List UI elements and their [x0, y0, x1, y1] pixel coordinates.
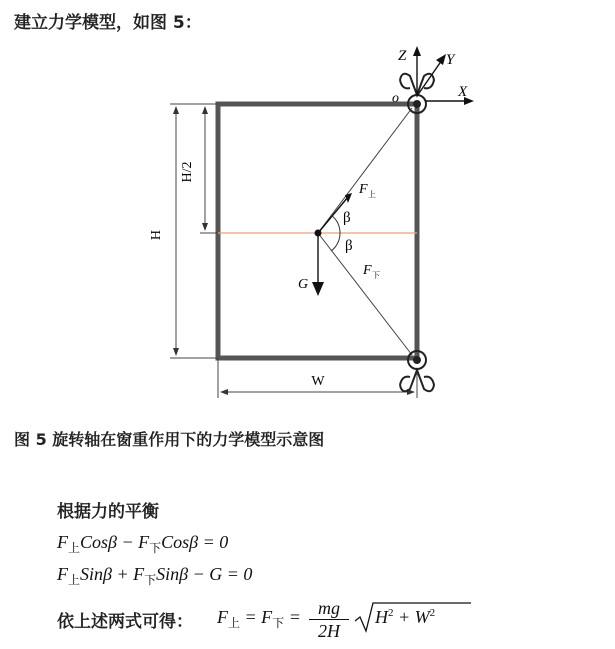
gravity-label: G: [298, 277, 309, 292]
origin-label: o: [392, 91, 399, 106]
lower-force-line: [318, 233, 412, 355]
force-upper-sub: 上: [368, 190, 376, 199]
angle-label-upper: β: [343, 210, 351, 226]
result-lhs: $F_上 = F_下$ =: [217, 607, 301, 630]
dim-half-height-label: H/2: [180, 161, 195, 183]
fraction-denominator: 2H: [318, 621, 340, 641]
equation-sin: $F_上Sin\beta + F_下Sin\beta - G = 0$: [57, 564, 253, 587]
upper-force-line: [318, 108, 412, 233]
force-upper-label: F: [359, 182, 368, 197]
force-lower-sub: 下: [372, 271, 380, 280]
axis-z-arrow: [413, 46, 421, 56]
fraction-numerator: mg: [318, 598, 340, 618]
axis-y-line: [417, 60, 442, 96]
equilibrium-heading: 根据力的平衡: [57, 502, 159, 522]
axis-y-arrow: [436, 54, 446, 65]
result-equation: 依上述两式可得： $F_上 = F_下$ = mg 2H $H^2 + W^2$: [57, 597, 597, 643]
result-label: 依上述两式可得：: [57, 612, 193, 632]
angle-arc-lower: [331, 233, 340, 251]
fraction: [309, 597, 349, 642]
dim-height-label: H: [149, 229, 164, 241]
dim-width-label: W: [311, 374, 325, 389]
equation-cos: $F_上Cos\beta - F_下Cos\beta = 0$: [57, 532, 229, 555]
figure-caption: 图 5 旋转轴在窗重作用下的力学模型示意图: [14, 430, 325, 449]
intro-text: 建立力学模型，如图 5：: [14, 13, 202, 33]
force-lower-label: F: [363, 263, 372, 278]
angle-label-lower: β: [345, 238, 353, 254]
axis-z-label: Z: [398, 48, 407, 64]
center-of-mass-dot: [315, 230, 322, 237]
angle-arc-upper: [331, 215, 340, 233]
axis-x-label: X: [458, 84, 468, 100]
axis-y-label: Y: [446, 52, 455, 68]
upper-force-arrow: [345, 193, 352, 203]
